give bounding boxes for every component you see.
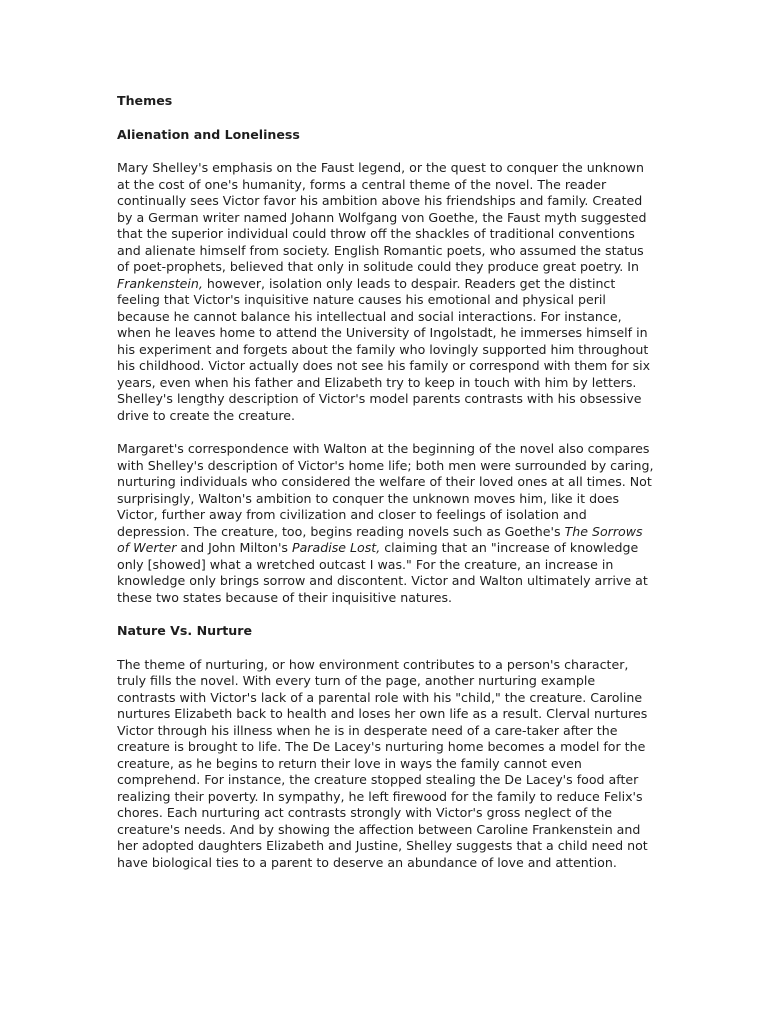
- text-run: Mary Shelley's emphasis on the Faust legend, or the quest to conquer the unknown at the cost of one's humanity, forms a central theme of the novel. The reader continually sees Victor favor his ambition above his friendships and family. Created by a German writer named Johann Wolfgang von Goethe, the Faust myth suggested that the superior individual could throw off the shackles of traditional conventions and alienate himself from society. English Romantic poets, who assumed the status of poet-prophets, believed that only in solitude could they produce great poetry. In: [117, 160, 647, 274]
- italic-title-paradise-lost: Paradise Lost,: [292, 540, 381, 555]
- text-run: however, isolation only leads to despair. Readers get the distinct feeling that Victor's inquisitive nature causes his emotional and physical peril because he cannot balance his intellectual and social interactions. For instance, when he leaves home to attend the University of Ingolstadt, he immerses himself in his experiment and forgets about the family who lovingly supported him throughout his childhood. Victor actually does not see his family or correspond with them for six years, even when his father and Elizabeth try to keep in touch with him by letters. Shelley's lengthy description of Victor's model parents contrasts with his obsessive drive to create the creature.: [117, 275, 651, 423]
- paragraph-alienation-2: [117, 441, 657, 606]
- text-run: claiming that an "increase of knowledge only [showed] what a wretched outcast I was." For the creature, an increase in knowledge only brings sorrow and discontent. Victor and Walton ultimately arrive at these two states because of their inquisitive natures.: [117, 540, 648, 605]
- italic-title-sorrows-of-werter: The Sorrows of Werter: [117, 523, 643, 555]
- text-run: Margaret's correspondence with Walton at the beginning of the novel also compares with Shelley's description of Victor's home life; both men were surrounded by caring, nurturing individuals who considered the welfare of their loved ones at all times. Not surprisingly, Walton's ambition to conquer the unknown moves him, like it does Victor, further away from civilization and closer to feelings of isolation and depression. The creature, too, begins reading novels such as Goethe's: [117, 441, 654, 539]
- document-page: [117, 93, 657, 888]
- paragraph-nurture-1: The theme of nurturing, or how environment contributes to a person's character, truly fills the novel. With every turn of the page, another nurturing example contrasts with Victor's lack of a parental role with his "child," the creature. Caroline nurtures Elizabeth back to health and loses her own life as a result. Clerval nurtures Victor through his illness when he is in desperate need of a care-taker after the creature is brought to life. The De Lacey's nurturing home becomes a model for the creature, as he begins to return their love in ways the family cannot even comprehend. For instance, the creature stopped stealing the De Lacey's food after realizing their poverty. In sympathy, he left firewood for the family to reduce Felix's chores. Each nurturing act contrasts strongly with Victor's gross neglect of the creature's needs. And by showing the affection between Caroline Frankenstein and her adopted daughters Elizabeth and Justine, Shelley suggests that a child need not have biological ties to a parent to deserve an abundance of love and attention.: [117, 656, 648, 870]
- paragraph-alienation-1: [117, 160, 657, 424]
- text-run: and John Milton's: [176, 540, 292, 555]
- section-heading-alienation: Alienation and Loneliness: [117, 126, 300, 142]
- page-title: Themes: [117, 93, 173, 108]
- italic-title-frankenstein: Frankenstein,: [117, 275, 203, 291]
- section-heading-nature-vs-nurture: Nature Vs. Nurture: [117, 623, 253, 638]
